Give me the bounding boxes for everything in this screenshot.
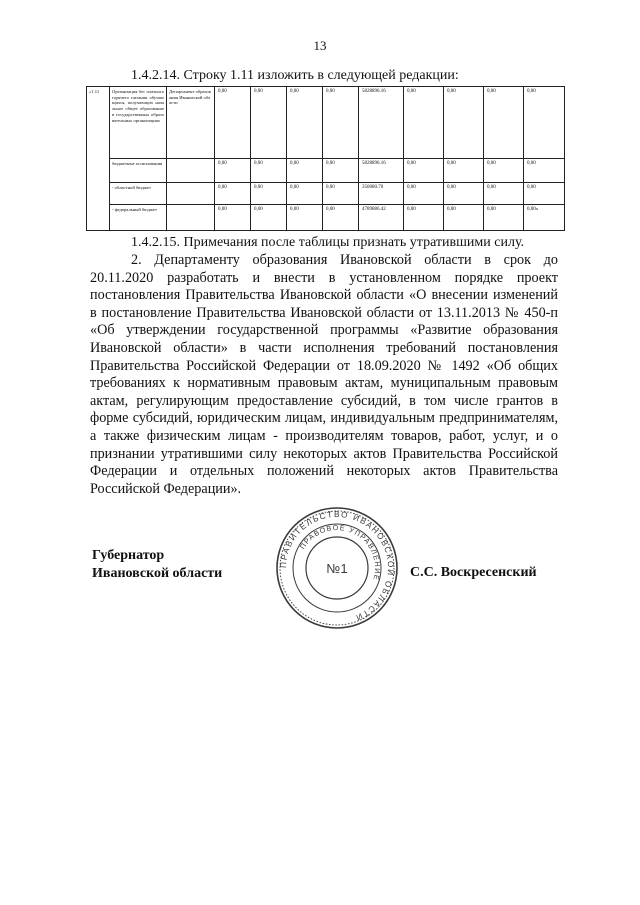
value-cell: 0,00	[444, 87, 484, 159]
value-cell: 0,00	[287, 87, 323, 159]
body-paragraph: 2. Департаменту образования Ивановской области в срок до 20.11.2020 разработать и внести в установленном порядке проект постановления Правительства Ивановской области «О внесении изменений в постановление Правительства Ивановской области от 13.11.2013 № 450-п «Об утверждении государственной программы «Развитие образования Ивановской области» в части исполнения требований постановления Правительства Российской Федерации от 18.09.2020 № 1492 «Об общих требованиях к нормативным правовым актам, муниципальным правовым актам, регулирующим предоставление субсидий, в том числе грантов в форме субсидий, юридическим лицам, индивидуальным предпринимателям, а также физическим лицам - производителям товаров, работ, услуг, и о признании утратившими силу некоторых актов Правительства Российской Федерации и отдельных положений некоторых актов Правительства Российской Федерации».	[90, 252, 558, 497]
value-cell: 0,00	[323, 205, 359, 231]
row-label-cell: - федеральный бюджет	[110, 205, 167, 231]
value-cell: 0,00	[287, 159, 323, 183]
value-cell: 0,00	[484, 159, 524, 183]
seal-inner-text: ПРАВОВОЕ УПРАВЛЕНИЕ	[297, 522, 383, 582]
value-cell: 0,00	[484, 205, 524, 231]
value-cell: 0,00	[323, 87, 359, 159]
signer-title	[92, 547, 222, 583]
empty-cell	[167, 183, 215, 205]
value-cell: 350080.70	[359, 183, 404, 205]
value-cell: 0,00	[323, 183, 359, 205]
value-cell: 5828896.16	[359, 159, 404, 183]
value-cell: 0,00	[524, 87, 565, 159]
value-cell: 0,00	[524, 183, 565, 205]
table-row	[87, 183, 565, 205]
table-row	[87, 205, 565, 231]
row-department-cell: Департамент образования Ивановской области	[167, 87, 215, 159]
official-seal-icon	[275, 506, 399, 630]
value-cell: 0,00	[484, 87, 524, 159]
signer-title-line-1: Губернатор	[92, 548, 165, 563]
value-cell: 0,00	[444, 159, 484, 183]
table-row	[87, 159, 565, 183]
seal-number: №1	[326, 561, 348, 576]
value-cell: 0,00	[404, 87, 444, 159]
value-cell: 0,00	[323, 159, 359, 183]
value-cell: 0,00	[251, 183, 287, 205]
value-cell: 0,00	[215, 87, 251, 159]
budget-table	[86, 86, 565, 231]
value-cell: 0,00	[444, 205, 484, 231]
page-number: 13	[313, 38, 327, 53]
value-cell: 0,00	[484, 183, 524, 205]
value-cell: 0,00»	[524, 205, 565, 231]
value-cell: 5828896.16	[359, 87, 404, 159]
row-name-cell: Организация бес платного горячего питания обучающихся, получающих начальное общее образование в государственных образовательных организациях	[110, 87, 167, 159]
empty-cell	[167, 159, 215, 183]
value-cell: 0,00	[251, 205, 287, 231]
row-label-cell: - областной бюджет	[110, 183, 167, 205]
signer-name: С.С. Воскресенский	[410, 565, 537, 580]
value-cell: 4789886.42	[359, 205, 404, 231]
value-cell: 0,00	[251, 159, 287, 183]
value-cell: 0,00	[404, 183, 444, 205]
value-cell: 0,00	[215, 159, 251, 183]
value-cell: 0,00	[287, 183, 323, 205]
value-cell: 0,00	[404, 205, 444, 231]
value-cell: 0,00	[215, 205, 251, 231]
value-cell: 0,00	[524, 159, 565, 183]
value-cell: 0,00	[287, 205, 323, 231]
empty-cell	[167, 205, 215, 231]
value-cell: 0,00	[444, 183, 484, 205]
value-cell: 0,00	[215, 183, 251, 205]
signer-title-line-2: Ивановской области	[92, 566, 223, 581]
value-cell: 0,00	[404, 159, 444, 183]
amendment-item-1-4-2-14: 1.4.2.14. Строку 1.11 изложить в следующей редакции:	[131, 68, 459, 83]
row-number-cell: «1.11	[87, 87, 110, 231]
table-row	[87, 87, 565, 159]
value-cell: 0,00	[251, 87, 287, 159]
amendment-item-1-4-2-15: 1.4.2.15. Примечания после таблицы признать утратившими силу.	[131, 235, 525, 250]
seal-outer-text: ПРАВИТЕЛЬСТВО ИВАНОВСКОЙ ОБЛАСТИ	[278, 509, 396, 623]
row-label-cell: бюджетные ассигнования	[110, 159, 167, 183]
